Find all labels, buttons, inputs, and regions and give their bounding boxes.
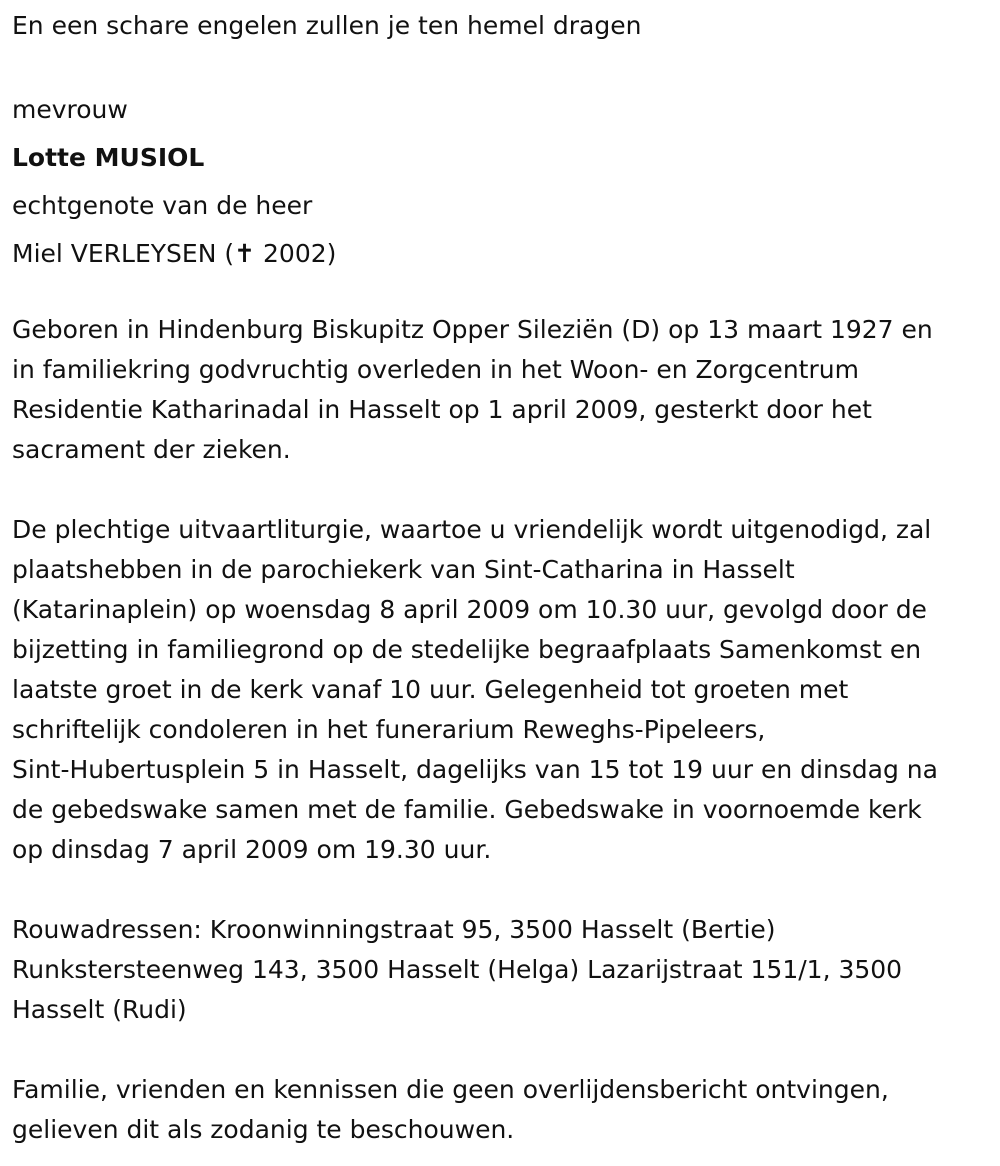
paragraph-line: Geboren in Hindenburg Biskupitz Opper Sileziën (D) op 13 maart 1927 en (12, 315, 933, 344)
paragraph-line: plaatshebben in de parochiekerk van Sint-Catharina in Hasselt (12, 555, 795, 584)
paragraph-line: laatste groet in de kerk vanaf 10 uur. Gelegenheid tot groeten met (12, 675, 849, 704)
paragraph-line: sacrament der zieken. (12, 435, 291, 464)
spouse-name: Miel VERLEYSEN (✝ 2002) (12, 239, 337, 268)
address-line: Rouwadressen: Kroonwinningstraat 95, 3500 Hasselt (Bertie) (12, 915, 776, 944)
motto-line: En een schare engelen zullen je ten hemel dragen (12, 11, 642, 40)
paragraph-line: in familiekring godvruchtig overleden in het Woon- en Zorgcentrum (12, 355, 859, 384)
closing-paragraph (12, 1070, 988, 1150)
paragraph-line: Sint-Hubertusplein 5 in Hasselt, dagelijks van 15 tot 19 uur en dinsdag na (12, 755, 938, 784)
closing-line: gelieven dit als zodanig te beschouwen. (12, 1115, 515, 1144)
paragraph-line: (Katarinaplein) op woensdag 8 april 2009 om 10.30 uur, gevolgd door de (12, 595, 927, 624)
deceased-name: Lotte MUSIOL (12, 143, 205, 172)
paragraph-line: schriftelijk condoleren in het funerarium Reweghs-Pipeleers, (12, 715, 766, 744)
address-line: Runkstersteenweg 143, 3500 Hasselt (Helga) Lazarijstraat 151/1, 3500 (12, 955, 903, 984)
paragraph-line: de gebedswake samen met de familie. Gebedswake in voornoemde kerk (12, 795, 922, 824)
paragraph-line: Residentie Katharinadal in Hasselt op 1 april 2009, gesterkt door het (12, 395, 872, 424)
paragraph-line: De plechtige uitvaartliturgie, waartoe u vriendelijk wordt uitgenodigd, zal (12, 515, 932, 544)
address-line: Hasselt (Rudi) (12, 995, 187, 1024)
paragraph-line: op dinsdag 7 april 2009 om 19.30 uur. (12, 835, 492, 864)
birth-death-paragraph (12, 310, 988, 470)
paragraph-line: bijzetting in familiegrond op de stedelijke begraafplaats Samenkomst en (12, 635, 922, 664)
deceased-block (12, 86, 988, 278)
closing-line: Familie, vrienden en kennissen die geen overlijdensbericht ontvingen, (12, 1075, 889, 1104)
funeral-paragraph (12, 510, 988, 870)
addresses-paragraph (12, 910, 988, 1030)
deceased-title: mevrouw (12, 95, 128, 124)
deceased-relation: echtgenote van de heer (12, 191, 313, 220)
